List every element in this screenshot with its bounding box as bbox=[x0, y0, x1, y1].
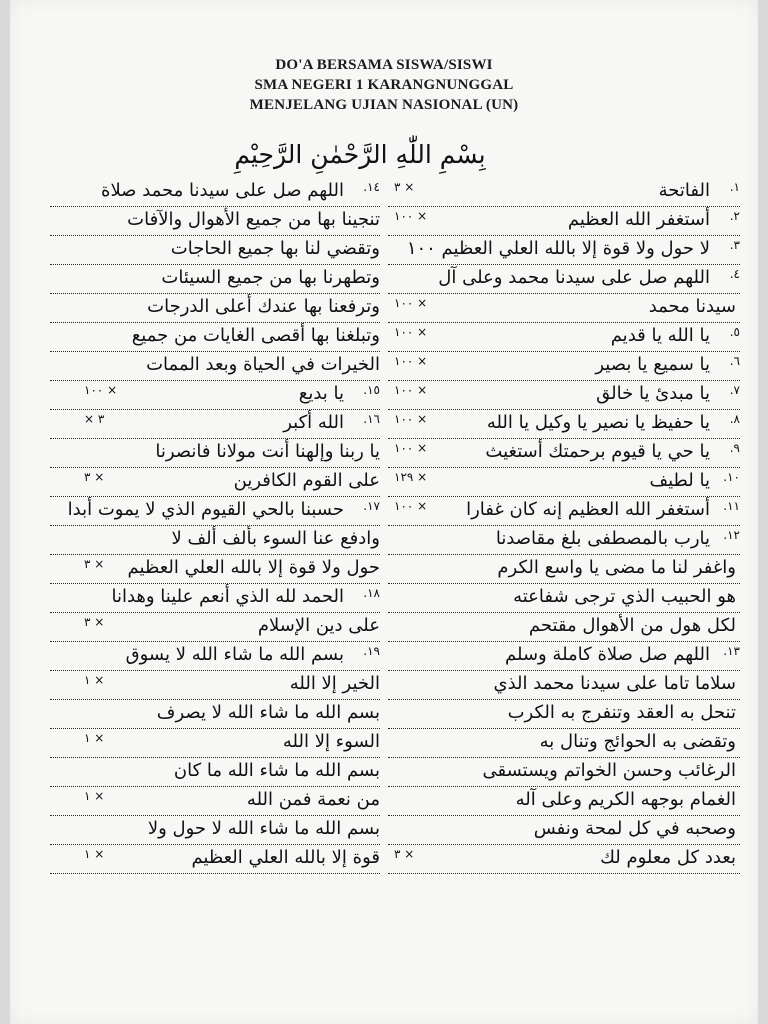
repetition-count: ١٠٠ × bbox=[394, 209, 428, 223]
prayer-line bbox=[388, 816, 740, 845]
item-number: ١٤. bbox=[363, 180, 380, 194]
prayer-line bbox=[50, 178, 380, 207]
prayer-text: السوء إلا الله bbox=[282, 731, 380, 752]
prayer-line bbox=[388, 178, 740, 207]
repetition-count: ١٠٠ × bbox=[84, 383, 118, 397]
prayer-line bbox=[50, 439, 380, 468]
prayer-line bbox=[388, 729, 740, 758]
prayer-line bbox=[50, 845, 380, 874]
prayer-line bbox=[388, 700, 740, 729]
repetition-count: ١٠٠ × bbox=[394, 499, 428, 513]
prayer-line bbox=[50, 526, 380, 555]
prayer-text: الخير إلا الله bbox=[289, 673, 380, 694]
prayer-text: هو الحبيب الذي ترجى شفاعته bbox=[513, 586, 736, 607]
prayer-line bbox=[50, 584, 380, 613]
prayer-line bbox=[50, 265, 380, 294]
prayer-text: لكل هول من الأهوال مقتحم bbox=[528, 615, 736, 636]
prayer-text: الرغائب وحسن الخواتم ويستسقى bbox=[482, 760, 736, 781]
prayer-text: الغمام بوجهه الكريم وعلى آله bbox=[515, 789, 736, 810]
prayer-text: يا حي يا قيوم برحمتك أستغيث bbox=[485, 441, 710, 462]
item-number: ١٨. bbox=[363, 586, 380, 600]
item-number: ١٠. bbox=[723, 470, 740, 484]
header-title-line-2: SMA NEGERI 1 KARANGNUNGGAL bbox=[254, 77, 514, 93]
prayer-text: اللهم صل على سيدنا محمد صلاة bbox=[101, 180, 344, 201]
item-number: ٥. bbox=[729, 325, 740, 339]
repetition-count: ٣ × bbox=[84, 470, 105, 484]
prayer-text: وصحبه في كل لمحة ونفس bbox=[533, 818, 736, 839]
prayer-text: بسم الله ما شاء الله لا يصرف bbox=[156, 702, 380, 723]
prayer-line bbox=[50, 294, 380, 323]
item-number: ١٦. bbox=[363, 412, 380, 426]
prayer-line bbox=[50, 729, 380, 758]
item-number: ١١. bbox=[723, 499, 740, 513]
prayer-line bbox=[50, 352, 380, 381]
prayer-line bbox=[388, 207, 740, 236]
repetition-count: ١ × bbox=[84, 731, 105, 745]
prayer-line bbox=[388, 526, 740, 555]
prayer-text: يا مبدئ يا خالق bbox=[596, 383, 710, 404]
header-title-line-1: DO'A BERSAMA SISWA/SISWI bbox=[275, 57, 493, 73]
prayer-text: يارب بالمصطفى بلغ مقاصدنا bbox=[495, 528, 710, 549]
repetition-count: ١٠٠ × bbox=[394, 383, 428, 397]
prayer-text: تنجينا بها من جميع الأهوال والآفات bbox=[127, 209, 380, 230]
repetition-count: ١٠٠ × bbox=[394, 296, 428, 310]
prayer-line bbox=[388, 265, 740, 294]
prayer-text: يا ربنا وإلهنا أنت مولانا فانصرنا bbox=[155, 441, 380, 462]
prayer-text: بعدد كل معلوم لك bbox=[600, 847, 736, 868]
repetition-count: ٣ × bbox=[394, 180, 415, 194]
prayer-line bbox=[388, 468, 740, 497]
prayer-line bbox=[388, 497, 740, 526]
prayer-line bbox=[50, 671, 380, 700]
prayer-text: سلاما تاما على سيدنا محمد الذي bbox=[493, 673, 736, 694]
prayer-text: يا الله يا قديم bbox=[610, 325, 710, 346]
prayer-text: واغفر لنا ما مضى يا واسع الكرم bbox=[497, 557, 736, 578]
prayer-text: تنحل به العقد وتنفرج به الكرب bbox=[507, 702, 736, 723]
prayer-line bbox=[388, 671, 740, 700]
repetition-count: ٣ × bbox=[84, 615, 105, 629]
prayer-line bbox=[388, 294, 740, 323]
prayer-line bbox=[388, 439, 740, 468]
prayer-line bbox=[388, 613, 740, 642]
item-number: ١٧. bbox=[363, 499, 380, 513]
basmala-heading: بِسْمِ اللّٰهِ الرَّحْمٰنِ الرَّحِيْمِ bbox=[234, 140, 486, 169]
prayer-text: قوة إلا بالله العلي العظيم bbox=[191, 847, 380, 868]
prayer-text: على القوم الكافرين bbox=[233, 470, 380, 491]
prayer-line bbox=[388, 584, 740, 613]
prayer-text: الخيرات في الحياة وبعد الممات bbox=[146, 354, 380, 375]
prayer-text: حسبنا بالحي القيوم الذي لا يموت أبدا bbox=[67, 499, 344, 520]
prayer-line bbox=[50, 410, 380, 439]
prayer-text: وتبلغنا بها أقصى الغايات من جميع bbox=[131, 325, 380, 346]
repetition-count: ١٠٠ × bbox=[394, 441, 428, 455]
prayer-text: بسم الله ما شاء الله لا حول ولا bbox=[147, 818, 380, 839]
prayer-line bbox=[388, 410, 740, 439]
prayer-line bbox=[50, 642, 380, 671]
prayer-text: وتقضي لنا بها جميع الحاجات bbox=[170, 238, 380, 259]
prayer-line bbox=[50, 816, 380, 845]
repetition-count: ١٢٩ × bbox=[394, 470, 428, 484]
prayer-text: سيدنا محمد bbox=[648, 296, 736, 317]
prayer-line bbox=[388, 381, 740, 410]
prayer-text: وتطهرنا بها من جميع السيئات bbox=[161, 267, 380, 288]
prayer-text: وادفع عنا السوء بألف ألف لا bbox=[171, 528, 380, 549]
prayer-text: اللهم صل على سيدنا محمد وعلى آل bbox=[438, 267, 710, 288]
item-number: ١٥. bbox=[363, 383, 380, 397]
document-header bbox=[10, 55, 758, 115]
prayer-text: الفاتحة bbox=[658, 180, 710, 201]
prayer-line bbox=[388, 236, 740, 265]
prayer-line bbox=[50, 497, 380, 526]
header-title-line-3: MENJELANG UJIAN NASIONAL (UN) bbox=[249, 97, 519, 113]
prayer-line bbox=[50, 207, 380, 236]
prayer-line bbox=[50, 700, 380, 729]
prayer-text: بسم الله ما شاء الله ما كان bbox=[173, 760, 380, 781]
prayer-text: الله أكبر bbox=[283, 412, 344, 433]
prayer-column-right bbox=[388, 178, 740, 874]
repetition-count: ١ × bbox=[84, 847, 105, 861]
prayer-line bbox=[388, 352, 740, 381]
prayer-line bbox=[388, 845, 740, 874]
prayer-line bbox=[388, 642, 740, 671]
repetition-count: ٣ × bbox=[84, 557, 105, 571]
prayer-text: يا بديع bbox=[298, 383, 344, 404]
item-number: ١. bbox=[729, 180, 740, 194]
prayer-text: اللهم صل صلاة كاملة وسلم bbox=[505, 644, 710, 665]
item-number: ٩. bbox=[729, 441, 740, 455]
repetition-count: × ٣ bbox=[84, 412, 105, 426]
prayer-text: يا لطيف bbox=[649, 470, 710, 491]
prayer-text: وتقضى به الحوائج وتنال به bbox=[539, 731, 736, 752]
prayer-text: بسم الله ما شاء الله لا يسوق bbox=[125, 644, 344, 665]
prayer-text: على دين الإسلام bbox=[257, 615, 380, 636]
repetition-count: ١٠٠ × bbox=[394, 354, 428, 368]
item-number: ٤. bbox=[729, 267, 740, 281]
prayer-column-left bbox=[50, 178, 380, 874]
prayer-line bbox=[50, 381, 380, 410]
prayer-line bbox=[388, 323, 740, 352]
prayer-text: أستغفر الله العظيم إنه كان غفارا bbox=[466, 499, 710, 520]
prayer-text: من نعمة فمن الله bbox=[246, 789, 380, 810]
prayer-line bbox=[388, 758, 740, 787]
prayer-line bbox=[50, 555, 380, 584]
item-number: ٣. bbox=[729, 238, 740, 252]
prayer-text: أستغفر الله العظيم bbox=[567, 209, 710, 230]
prayer-line bbox=[50, 613, 380, 642]
repetition-count: ١ × bbox=[84, 789, 105, 803]
item-number: ٢. bbox=[729, 209, 740, 223]
prayer-line bbox=[50, 758, 380, 787]
prayer-text: وترفعنا بها عندك أعلى الدرجات bbox=[147, 296, 380, 317]
prayer-line bbox=[388, 787, 740, 816]
prayer-line bbox=[50, 468, 380, 497]
document-sheet bbox=[10, 0, 758, 1024]
item-number: ١٩. bbox=[363, 644, 380, 658]
prayer-text: يا سميع يا بصير bbox=[595, 354, 710, 375]
repetition-count: ١ × bbox=[84, 673, 105, 687]
repetition-count: ١٠٠ × bbox=[394, 412, 428, 426]
prayer-line bbox=[50, 787, 380, 816]
item-number: ١٣. bbox=[723, 644, 740, 658]
prayer-line bbox=[50, 323, 380, 352]
item-number: ٧. bbox=[729, 383, 740, 397]
repetition-count: ١٠٠ × bbox=[394, 325, 428, 339]
item-number: ٦. bbox=[729, 354, 740, 368]
prayer-text: يا حفيظ يا نصير يا وكيل يا الله bbox=[486, 412, 710, 433]
prayer-text: لا حول ولا قوة إلا بالله العلي العظيم ١٠٠ bbox=[406, 238, 710, 259]
repetition-count: ٣ × bbox=[394, 847, 415, 861]
prayer-text: الحمد لله الذي أنعم علينا وهدانا bbox=[111, 586, 344, 607]
prayer-line bbox=[388, 555, 740, 584]
prayer-text: حول ولا قوة إلا بالله العلي العظيم bbox=[127, 557, 380, 578]
item-number: ١٢. bbox=[723, 528, 740, 542]
item-number: ٨. bbox=[729, 412, 740, 426]
prayer-line bbox=[50, 236, 380, 265]
